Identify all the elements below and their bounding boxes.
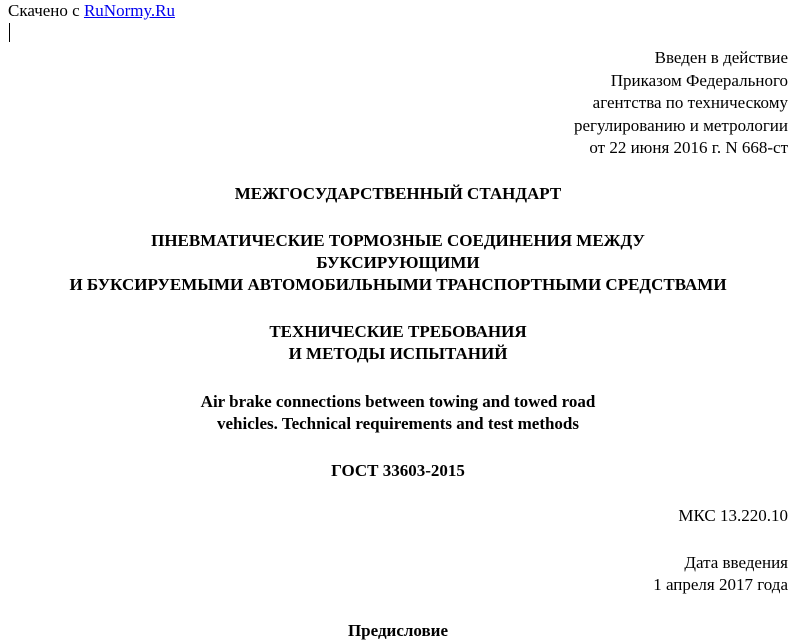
preface-heading: Предисловие [347,621,449,640]
intro-date-value: 1 апреля 2017 года [653,575,788,594]
source-line [8,1,175,21]
mks-code: МКС 13.220.10 [678,506,788,525]
title-english-line: vehicles. Technical requirements and test methods [216,414,580,433]
title-russian [0,230,790,296]
subtitle-russian-line: И МЕТОДЫ ИСПЫТАНИЙ [288,344,508,363]
intro-date-label: Дата введения [684,553,788,572]
enactment-line: агентства по техническому [592,93,788,112]
runormy-link[interactable]: RuNormy.Ru [83,1,175,20]
enactment-block [574,47,788,160]
title-russian-line: И БУКСИРУЕМЫМИ АВТОМОБИЛЬНЫМИ ТРАНСПОРТНЫМИ СРЕДСТВАМИ [69,275,727,294]
intro-date-block [653,552,788,596]
subtitle-russian [0,321,790,365]
gost-number: ГОСТ 33603-2015 [331,461,465,480]
title-russian-line: ПНЕВМАТИЧЕСКИЕ ТОРМОЗНЫЕ СОЕДИНЕНИЯ МЕЖДУ [151,231,645,250]
standard-type-heading: МЕЖГОСУДАРСТВЕННЫЙ СТАНДАРТ [234,184,562,203]
enactment-line: Введен в действие [654,48,788,67]
text-cursor [9,23,10,42]
source-prefix: Скачено с [8,1,84,20]
title-russian-line: БУКСИРУЮЩИМИ [316,253,480,272]
subtitle-russian-line: ТЕХНИЧЕСКИЕ ТРЕБОВАНИЯ [269,322,527,341]
title-english-line: Air brake connections between towing and towed road [200,392,596,411]
enactment-line: регулированию и метрологии [573,115,788,135]
enactment-line: Приказом Федерального [610,70,788,90]
enactment-line: от 22 июня 2016 г. N 668-ст [589,138,788,157]
title-english [0,391,790,435]
